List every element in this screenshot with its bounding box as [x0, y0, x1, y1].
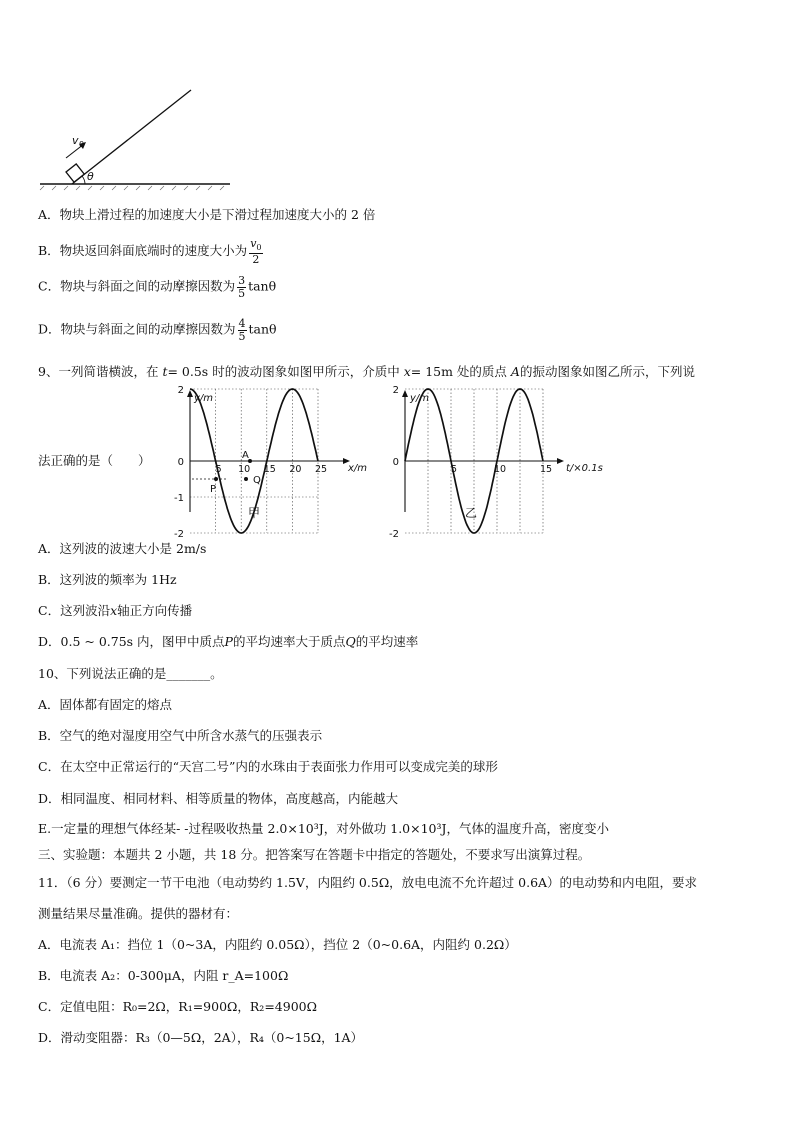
section-3-heading: 三、实验题：本题共 2 小题，共 18 分。把答案写在答题卡中指定的答题处，不要求写出演算过程。 — [38, 847, 591, 862]
q8-c-suffix: tanθ — [248, 278, 277, 294]
q10-option-b: B．空气的绝对湿度用空气中所含水蒸气的压强表示 — [38, 728, 323, 743]
velocity-label-sub: 0 — [79, 140, 85, 149]
q9-stem-A: A — [510, 364, 520, 379]
q9-option-c — [38, 605, 192, 618]
q11-option-d: D．滑动变阻器：R₃（0—5Ω，2A），R₄（0~15Ω，1A） — [38, 1030, 364, 1045]
q10-option-c: C．在太空中正常运行的“天宫二号”内的水珠由于表面张力作用可以变成完美的球形 — [38, 759, 498, 774]
q8-c-num: 3 — [238, 274, 246, 287]
yi-ytick-label: 2 — [392, 385, 399, 396]
yi-xtick-label: 10 — [493, 464, 507, 475]
q10-option-d: D．相同温度、相同材料、相等质量的物体，高度越高，内能越大 — [38, 791, 399, 806]
block — [66, 164, 84, 182]
graph-yi — [389, 385, 630, 540]
q9-option-d — [38, 636, 418, 649]
jia-ylabel: y/m — [194, 393, 214, 404]
q9-d-part1: D．0.5 ~ 0.75s 内，图甲中质点 — [38, 634, 225, 649]
q9-stem-part2: = 0.5s 时的波动图象如图甲所示，介质中 — [167, 364, 400, 379]
q10-option-e: E.一定量的理想气体经某- -过程吸收热量 2.0×10³J，对外做功 1.0×10³J，气体的温度升高，密度变小 — [38, 821, 610, 836]
q9-d-part3: 的平均速率 — [355, 634, 419, 649]
q9-option-b: B．这列波的频率为 1Hz — [38, 572, 177, 587]
yi-xtick-label: 15 — [539, 464, 553, 475]
yi-xtick-label: 5 — [450, 464, 458, 475]
q9-d-q: Q — [345, 634, 356, 649]
q8-option-b-fraction — [249, 238, 262, 265]
q10-option-a: A．固体都有固定的熔点 — [38, 697, 173, 712]
q9-stem-t: t — [162, 364, 168, 379]
q11-stem-continued: 测量结果尽量准确。提供的器材有： — [38, 906, 239, 921]
jia-ytick-label: -2 — [174, 529, 184, 540]
jia-label-q: Q — [253, 475, 261, 486]
q9-stem — [38, 366, 695, 379]
jia-xtick-label: 15 — [263, 464, 276, 475]
jia-xticks — [216, 464, 327, 475]
q9-stem-continued: 法正确的是（ ） — [38, 453, 151, 468]
yi-ytick-label: 0 — [392, 457, 399, 468]
q8-option-d-fraction — [238, 318, 247, 342]
jia-xtick-label: 25 — [314, 464, 328, 475]
q8-b-num-sub: 0 — [256, 243, 262, 253]
yi-ytick-label: -2 — [389, 529, 399, 540]
jia-xtick-label: 10 — [238, 464, 251, 475]
q8-d-suffix: tanθ — [248, 321, 277, 337]
jia-y-arrow — [187, 390, 193, 397]
velocity-label: v — [72, 134, 79, 147]
graph-jia — [160, 385, 380, 540]
q9-d-p: P — [224, 634, 233, 649]
q8-option-d — [38, 318, 277, 342]
yi-yticks — [389, 385, 399, 540]
ground-hatch — [40, 186, 224, 190]
angle-label: θ — [87, 170, 94, 183]
q11-option-b: B．电流表 A₂：0-300μA，内阻 r_A=100Ω — [38, 968, 289, 983]
yi-x-arrow — [557, 458, 564, 464]
jia-yticks — [174, 385, 184, 540]
yi-ylabel: y/m — [410, 393, 430, 404]
q9-c-part1: C．这列波沿 — [38, 603, 111, 618]
jia-ytick-label: 2 — [177, 385, 184, 396]
jia-xlabel: x/m — [348, 463, 368, 474]
jia-caption: 甲 — [248, 506, 261, 520]
q9-stem-part3: = 15m 处的质点 — [410, 364, 507, 379]
jia-xtick-label: 20 — [289, 464, 302, 475]
jia-point-q — [244, 477, 248, 481]
q8-option-a: A．物块上滑过程的加速度大小是下滑过程加速度大小的 2 倍 — [38, 207, 376, 222]
jia-label-p: P — [210, 484, 217, 495]
q8-c-den: 5 — [238, 286, 246, 300]
q9-d-part2: 的平均速率大于质点 — [232, 634, 346, 649]
jia-label-a: A — [242, 450, 249, 461]
q9-stem-x: x — [403, 364, 411, 379]
jia-point-p — [214, 477, 218, 481]
yi-y-arrow — [402, 390, 408, 397]
q8-option-c — [38, 275, 276, 299]
q8-option-c-fraction — [237, 275, 246, 299]
incline-figure — [0, 0, 260, 200]
yi-xticks — [451, 464, 552, 475]
q11-stem: 11．（6 分）要测定一节干电池（电动势约 1.5V，内阻约 0.5Ω，放电电流不允许超过 0.6A）的电动势和内电阻，要求 — [38, 875, 698, 890]
q11-option-a: A．电流表 A₁：挡位 1（0~3A，内阻约 0.05Ω），挡位 2（0~0.6A，内阻约 0.2Ω） — [38, 937, 517, 952]
q9-option-a: A．这列波的波速大小是 2m/s — [38, 541, 207, 556]
q11-option-c: C．定值电阻：R₀=2Ω，R₁=900Ω，R₂=4900Ω — [38, 999, 317, 1014]
jia-ytick-label: 0 — [177, 457, 184, 468]
jia-ytick-label: -1 — [174, 493, 184, 504]
yi-caption: 乙 — [465, 506, 478, 520]
q8-option-c-text: C．物块与斜面之间的动摩擦因数为 — [38, 278, 236, 294]
q8-option-b — [38, 238, 265, 265]
yi-xlabel: t/×0.1s — [566, 463, 603, 474]
q8-b-den: 2 — [252, 252, 260, 266]
q8-option-b-text: B．物块返回斜面底端时的速度大小为 — [38, 243, 248, 259]
q9-c-x: x — [110, 603, 118, 618]
q8-b-num: v — [250, 237, 257, 250]
q9-stem-part4: 的振动图象如图乙所示，下列说 — [519, 364, 695, 379]
q8-d-num: 4 — [238, 317, 246, 330]
q8-option-d-text: D．物块与斜面之间的动摩擦因数为 — [38, 321, 236, 337]
angle-arc — [82, 176, 85, 184]
q9-c-part2: 轴正方向传播 — [117, 603, 193, 618]
q10-stem: 10、下列说法正确的是_______。 — [38, 666, 223, 681]
q9-stem-part1: 9、一列简谐横波，在 — [38, 364, 159, 379]
jia-xtick-label: 5 — [215, 464, 222, 475]
q8-d-den: 5 — [238, 329, 246, 343]
